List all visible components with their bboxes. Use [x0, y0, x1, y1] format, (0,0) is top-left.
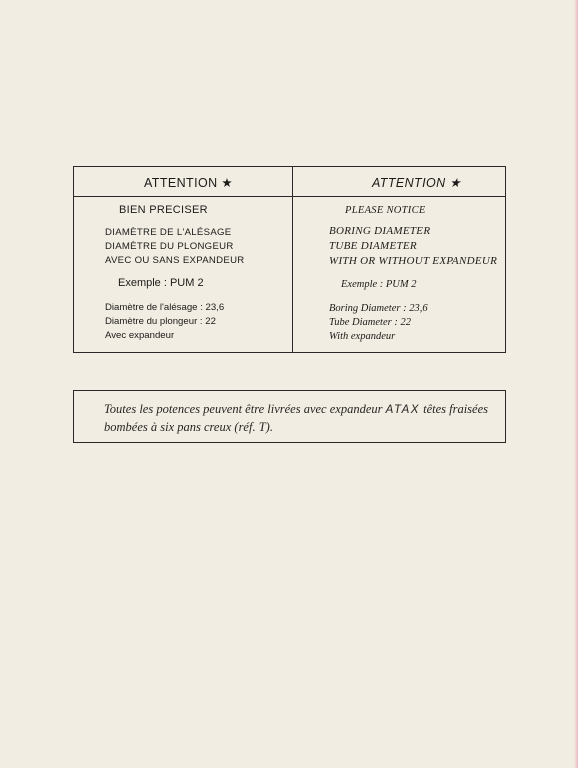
french-example-expander: Avec expandeur: [105, 330, 175, 341]
french-heading: ATTENTION ★: [144, 176, 233, 190]
english-instruction: PLEASE NOTICE: [345, 205, 426, 216]
french-instruction: BIEN PRECISER: [119, 204, 208, 216]
brand-name: ATAX: [385, 404, 420, 416]
english-example: Exemple : PUM 2: [341, 279, 417, 290]
english-heading: ATTENTION ★: [372, 176, 461, 190]
french-line-expander: AVEC OU SANS EXPANDEUR: [105, 255, 245, 266]
page-edge: [574, 0, 578, 768]
french-example-boring: Diamètre de l'alésage : 23,6: [105, 302, 225, 313]
french-example-tube: Diamètre du plongeur : 22: [105, 316, 216, 327]
english-example-boring: Boring Diameter : 23,6: [329, 303, 428, 314]
footnote-text: [104, 401, 494, 436]
column-divider: [292, 167, 293, 352]
english-line-tube: TUBE DIAMETER: [329, 240, 417, 252]
english-line-boring: BORING DIAMETER: [329, 225, 431, 237]
header-divider: [74, 196, 505, 197]
french-example: Exemple : PUM 2: [118, 277, 204, 289]
notice-table: [73, 166, 506, 353]
english-example-expander: With expandeur: [329, 331, 396, 342]
english-line-expander: WITH OR WITHOUT EXPANDEUR: [329, 255, 498, 267]
french-line-boring: DIAMÈTRE DE L'ALÉSAGE: [105, 227, 232, 238]
footnote-box: [73, 390, 506, 443]
english-example-tube: Tube Diameter : 22: [329, 317, 411, 328]
footnote-text-start: Toutes les potences peuvent être livrées avec expandeur: [104, 402, 386, 416]
french-line-tube: DIAMÈTRE DU PLONGEUR: [105, 241, 234, 252]
footnote-text-end: têtes fraisées bombées à six pans creux (réf. T).: [104, 402, 489, 434]
